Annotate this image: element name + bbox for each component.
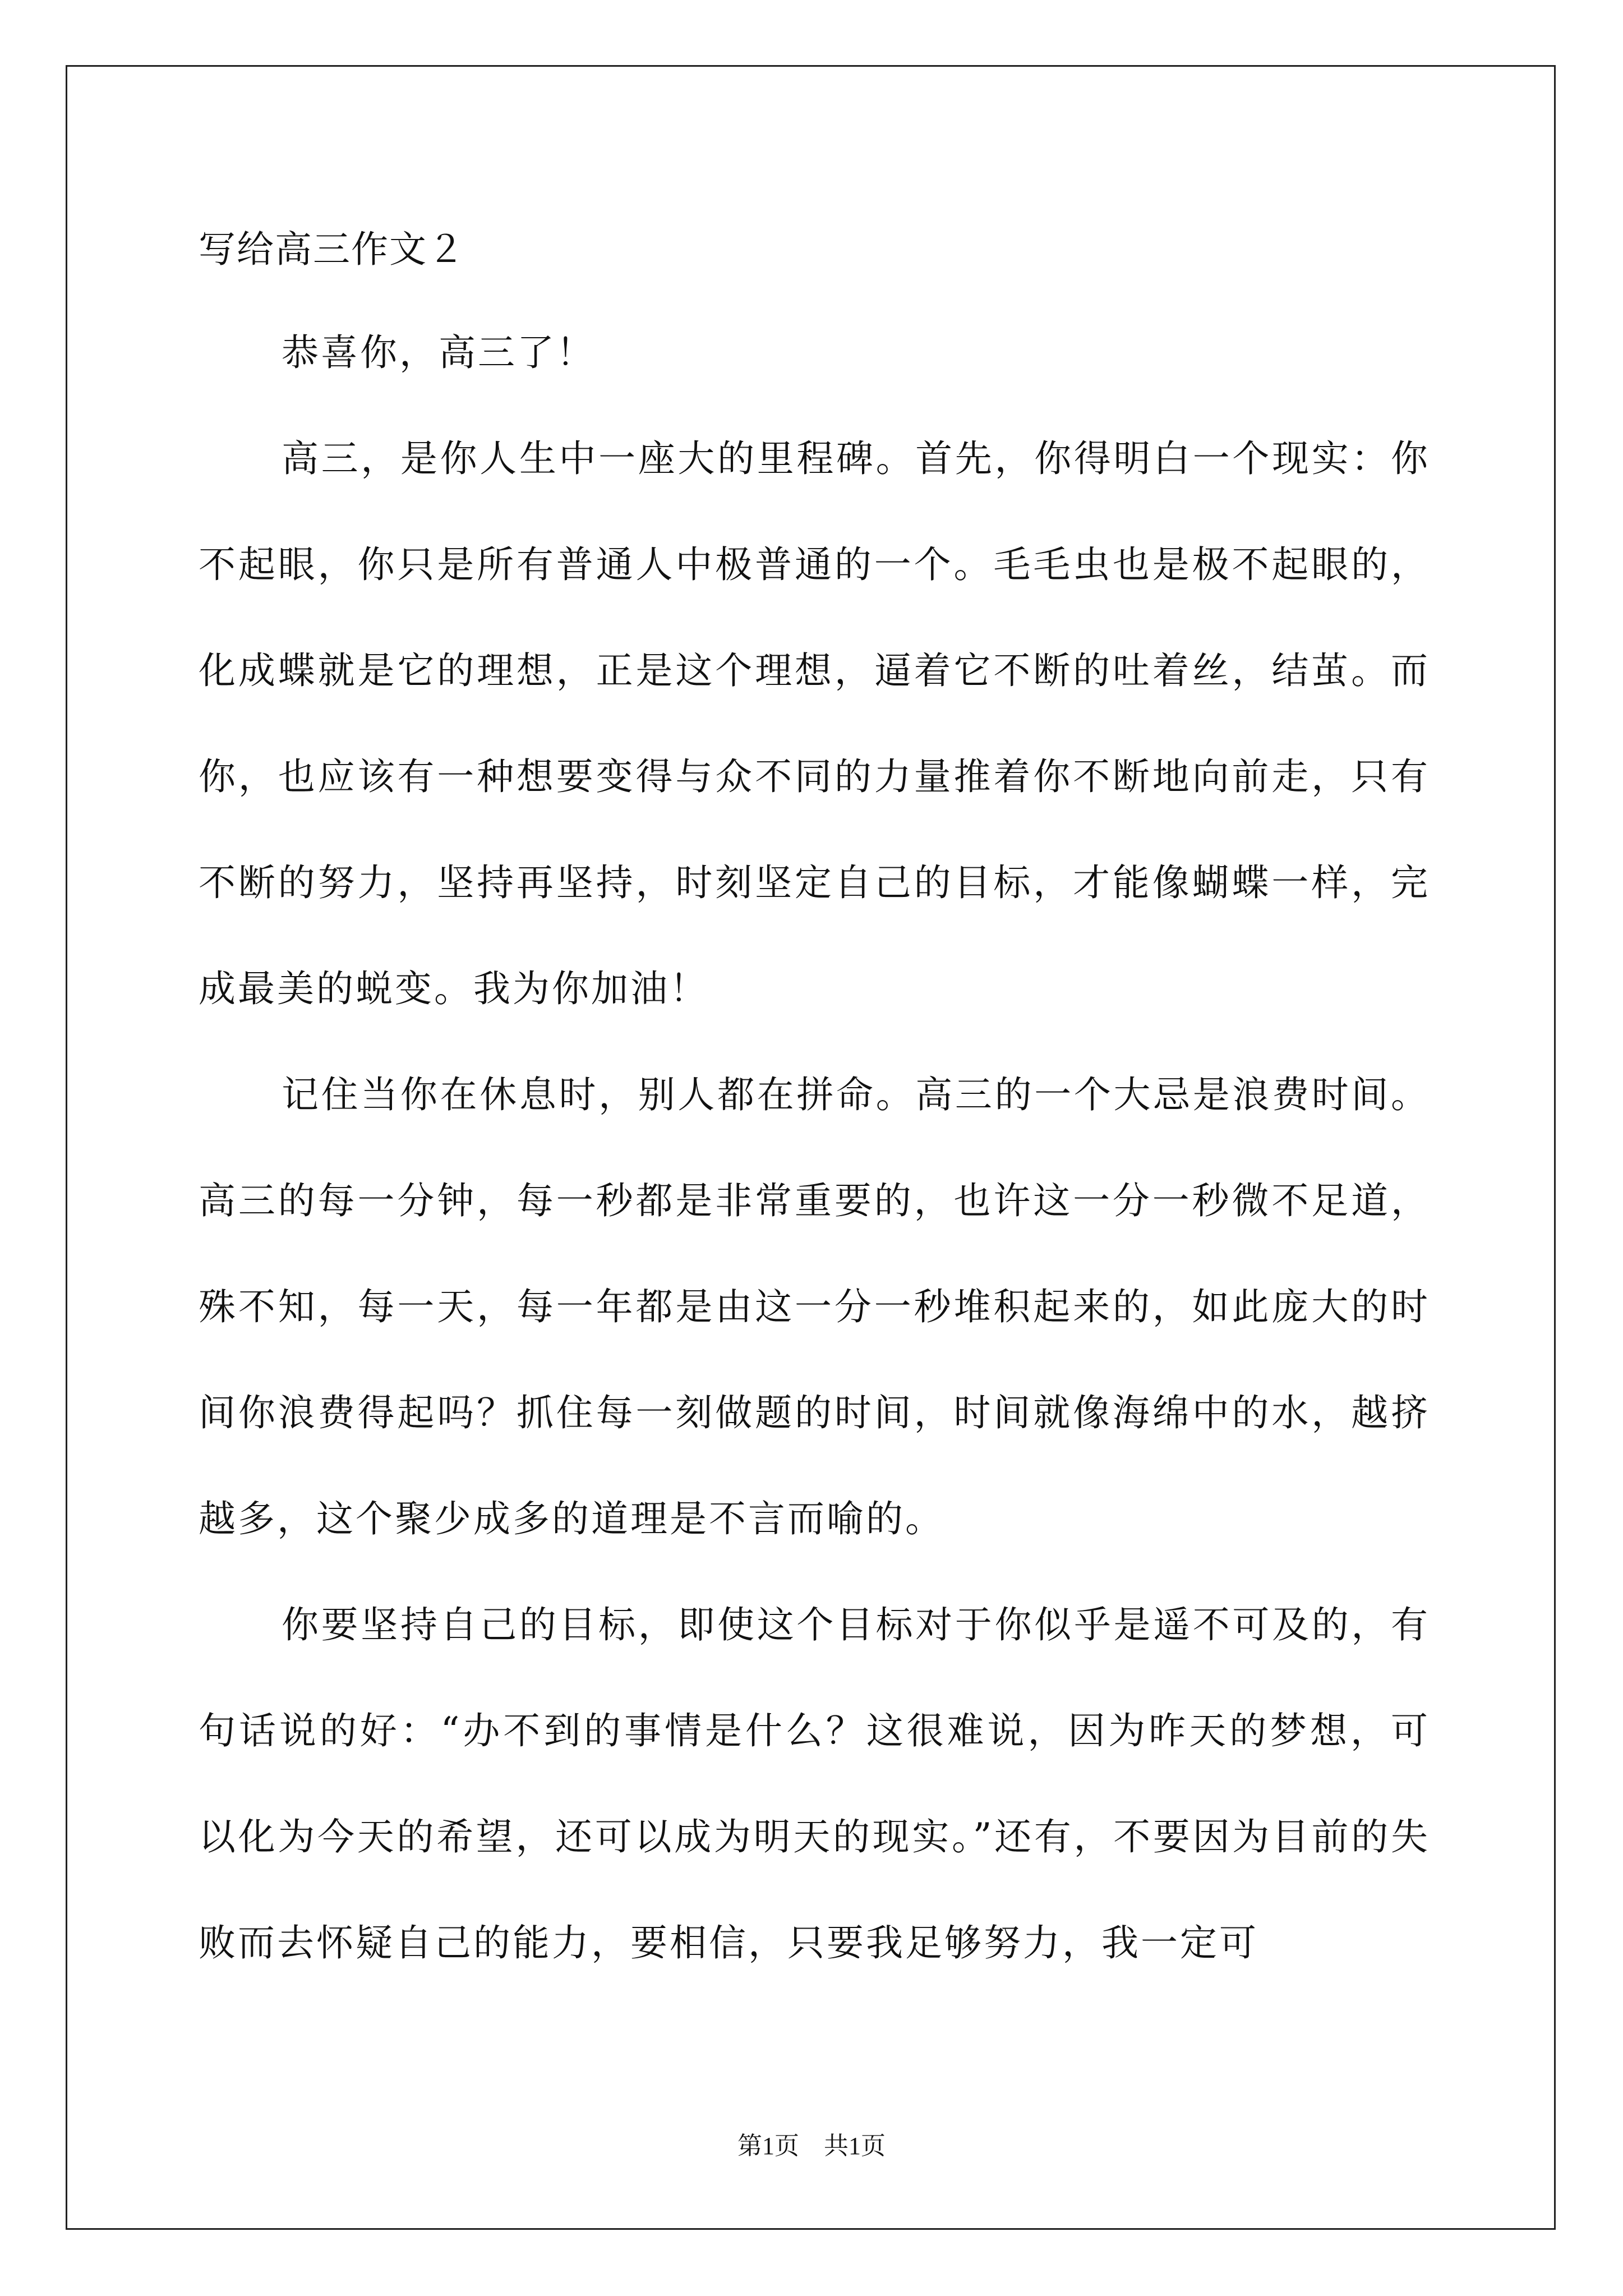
document-body — [199, 300, 1430, 1996]
paragraph-goal: 你要坚持自己的目标，即使这个目标对于你似乎是遥不可及的，有句话说的好：“办不到的事情是什么？这很难说，因为昨天的梦想，可以化为今天的希望，还可以成为明天的现实。”还有，不要因为目前的失败而去怀疑自己的能力，要相信，只要我足够努力，我一定可 — [199, 1603, 1430, 1964]
paragraph-milestone: 高三，是你人生中一座大的里程碑。首先，你得明白一个现实：你不起眼，你只是所有普通人中极普通的一个。毛毛虫也是极不起眼的，化成蝶就是它的理想，正是这个理想，逼着它不断的吐着丝，结茧。而你，也应该有一种想要变得与众不同的力量推着你不断地向前走，只有不断的努力，坚持再坚持，时刻坚定自己的目标，才能像蝴蝶一样，完成最美的蜕变。我为你加油！ — [199, 437, 1430, 1010]
page-footer: 第1页 共1页 — [737, 2132, 886, 2160]
paragraph-time: 记住当你在休息时，别人都在拼命。高三的一个大忌是浪费时间。高三的每一分钟，每一秒都是非常重要的，也许这一分一秒微不足道，殊不知，每一天，每一年都是由这一分一秒堆积起来的，如此庞大的时间你浪费得起吗？抓住每一刻做题的时间，时间就像海绵中的水，越挤越多，这个聚少成多的道理是不言而喻的。 — [199, 1073, 1430, 1540]
paragraph-greeting: 恭喜你，高三了！ — [282, 331, 596, 374]
document-title: 写给高三作文２ — [199, 228, 465, 271]
